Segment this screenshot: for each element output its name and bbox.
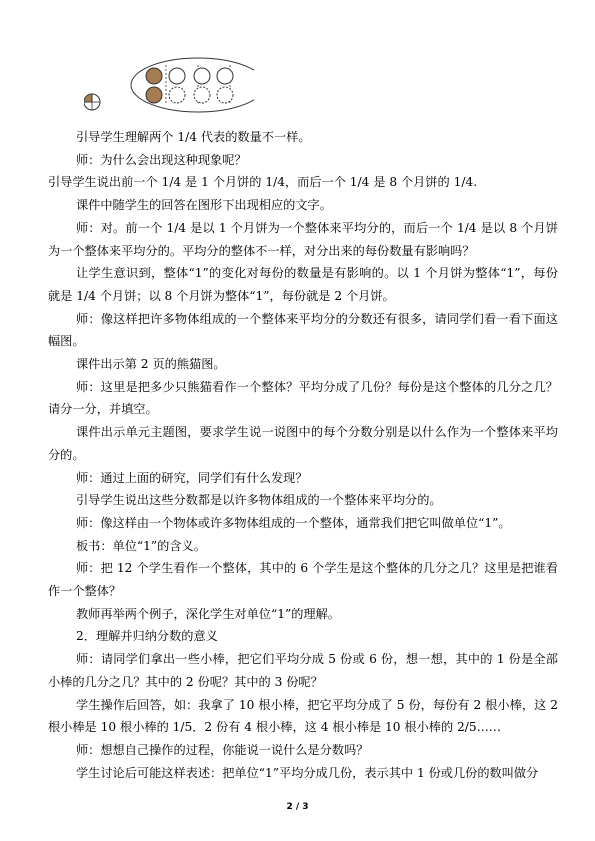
paragraph: 让学生意识到，整体“1”的变化对每份的数量是有影响的。以 1 个月饼为整体“1”，每份就是 1/4 个月饼；以 8 个月饼为整体“1”，每份就是 2 个月饼。 — [48, 266, 558, 303]
paragraph: 引导学生理解两个 1/4 代表的数量不一样。 — [76, 130, 311, 144]
paragraph: 课件中随学生的回答在图形下出现相应的文字。 — [76, 198, 332, 213]
paragraph: 师：为什么会出现这种现象呢？ — [76, 152, 247, 167]
document-body — [48, 126, 558, 784]
eight-mooncakes-group — [131, 58, 254, 112]
paragraph: 师：这里是把多少只熊猫看作一个整体？平均分成了几份？每份是这个整体的几分之几？请分一分，并填空。 — [48, 379, 558, 417]
paragraph: 引导学生说出前一个 1/4 是 1 个月饼的 1/4，而后一个 1/4 是 8 个月饼的 1/4. — [48, 175, 478, 190]
mooncake-figure — [84, 54, 254, 114]
paragraph: 学生操作后回答，如：我拿了 10 根小棒，把它平均分成了 5 份，每份有 2 根小棒，这 2 根小棒是 10 根小棒的 1/5．2 份有 4 根小棒，这 4 根小棒是 10 根小棒的 2/5…… — [48, 697, 558, 735]
paragraph: 引导学生说出这些分数都是以许多物体组成的一个整体来平均分的。 — [76, 493, 442, 508]
paragraph: 课件出示单元主题图，要求学生说一说图中的每个分数分别是以什么作为一个整体来平均分的。 — [48, 425, 558, 462]
paragraph: 学生讨论后可能这样表述：把单位“1”平均分成几份，表示其中 1 份或几份的数叫做分 — [76, 765, 539, 780]
section-heading: 2．理解并归纳分数的意义 — [76, 629, 218, 644]
page-number: 2 / 3 — [286, 802, 309, 812]
paragraph: 板书：单位“1”的含义。 — [76, 538, 206, 553]
paragraph: 师：请同学们拿出一些小棒，把它们平均分成 5 份或 6 份，想一想，其中的 1 份是全部小棒的几分之几？其中的 2 份呢？其中的 3 份呢？ — [48, 652, 558, 689]
paragraph: 师：对。前一个 1/4 是以 1 个月饼为一个整体来平均分的，而后一个 1/4 是以 8 个月饼为一个整体来平均分的。平均分的整体不一样，对分出来的每份数量有影响吗？ — [48, 220, 558, 258]
paragraph: 课件出示第 2 页的熊猫图。 — [76, 357, 226, 372]
paragraph: 教师再举两个例子，深化学生对单位“1”的理解。 — [76, 606, 340, 621]
single-mooncake-icon — [84, 94, 100, 110]
paragraph: 师：想想自己操作的过程，你能说一说什么是分数吗？ — [76, 742, 369, 757]
paragraph: 师：像这样由一个物体或许多物体组成的一个整体，通常我们把它叫做单位“1”。 — [76, 515, 511, 530]
paragraph: 师：通过上面的研究，同学们有什么发现？ — [76, 470, 308, 485]
paragraph: 师：像这样把许多物体组成的一个整体来平均分的分数还有很多，请同学们看一看下面这幅图。 — [48, 311, 558, 349]
paragraph: 师：把 12 个学生看作一个整体，其中的 6 个学生是这个整体的几分之几？这里是把谁看作一个整体？ — [48, 561, 558, 599]
